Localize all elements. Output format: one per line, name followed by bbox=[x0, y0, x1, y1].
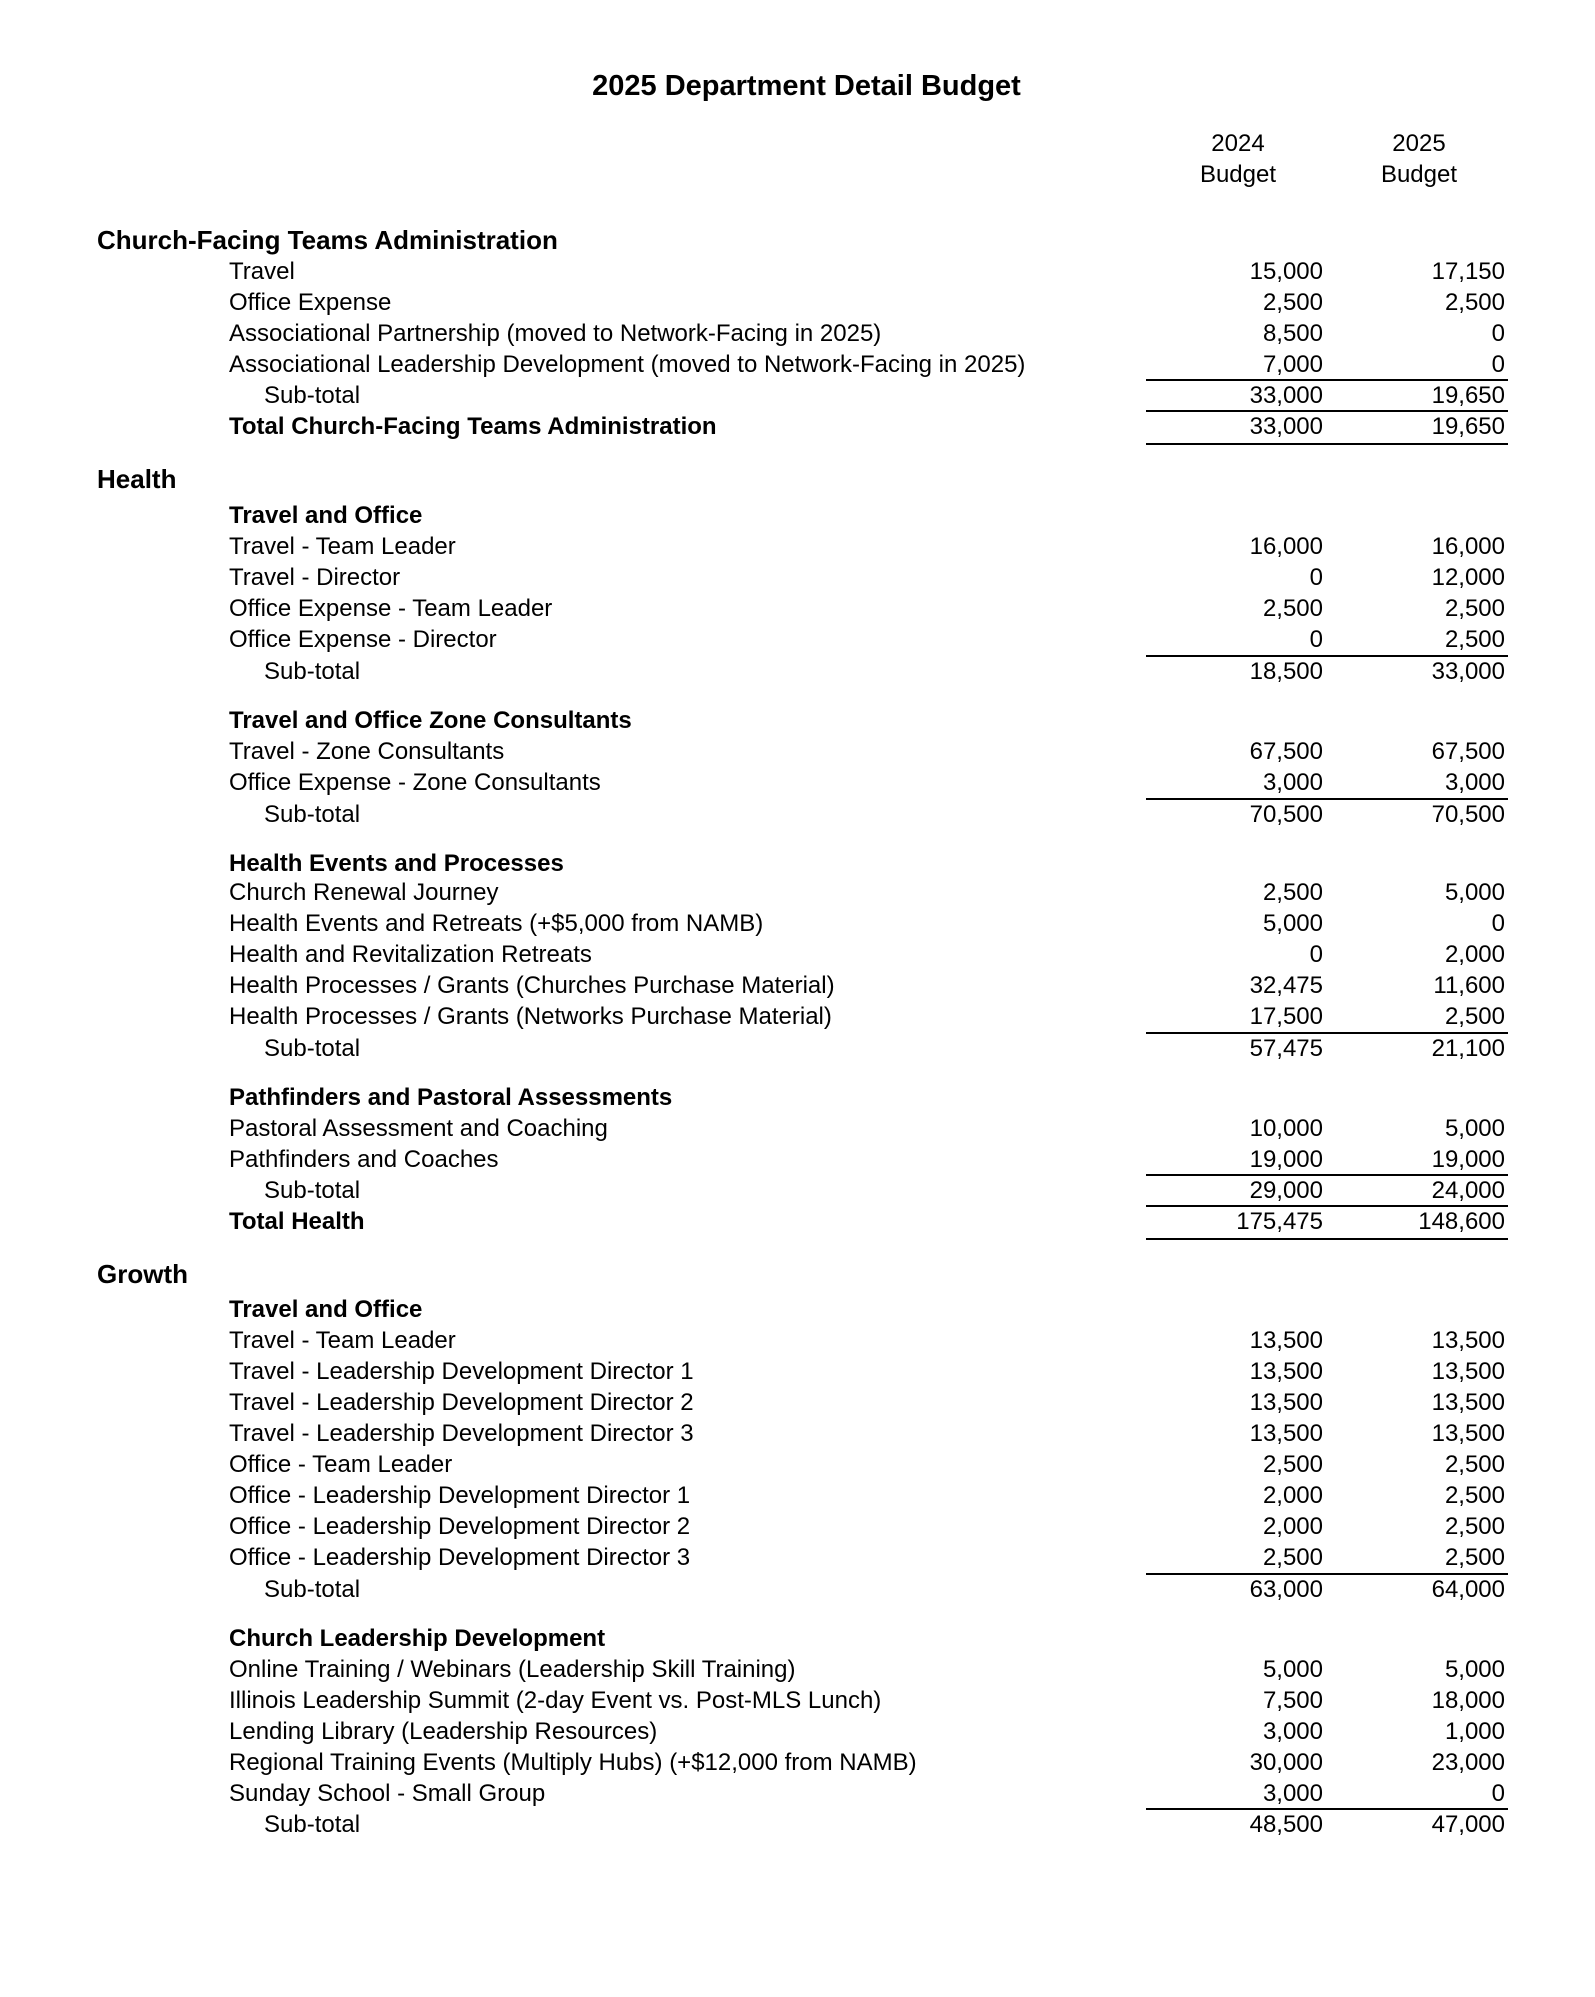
value-2024: 0 bbox=[1309, 941, 1323, 968]
row-label: Office Expense - Zone Consultants bbox=[229, 769, 601, 796]
value-2025: 2,500 bbox=[1444, 626, 1505, 653]
group-heading bbox=[0, 500, 1595, 531]
value-2024: 15,000 bbox=[1249, 258, 1323, 285]
total-row bbox=[0, 1206, 1595, 1237]
value-2025: 0 bbox=[1491, 1780, 1505, 1807]
budget-line-item bbox=[0, 1325, 1595, 1356]
underline-rule bbox=[1146, 443, 1332, 445]
budget-line-item bbox=[0, 531, 1595, 562]
value-2025: 23,000 bbox=[1431, 1749, 1505, 1776]
value-2024: 10,000 bbox=[1249, 1115, 1323, 1142]
value-2024: 2,500 bbox=[1262, 1451, 1323, 1478]
value-2024: 63,000 bbox=[1249, 1576, 1323, 1603]
value-2025: 5,000 bbox=[1444, 879, 1505, 906]
value-2024: 5,000 bbox=[1262, 910, 1323, 937]
budget-line-item bbox=[0, 970, 1595, 1001]
underline-rule bbox=[1146, 798, 1332, 800]
row-label: Health Processes / Grants (Churches Purchase Material) bbox=[229, 972, 835, 999]
row-label: Office - Team Leader bbox=[229, 1451, 453, 1478]
value-2024: 175,475 bbox=[1236, 1208, 1323, 1235]
subtotal-row bbox=[0, 799, 1595, 830]
underline-rule bbox=[1146, 1205, 1332, 1207]
row-label: Office Expense - Director bbox=[229, 626, 497, 653]
row-label: Growth bbox=[97, 1259, 188, 1289]
subtotal-row bbox=[0, 1809, 1595, 1840]
budget-line-item bbox=[0, 256, 1595, 287]
row-label: Regional Training Events (Multiply Hubs) (+$12,000 from NAMB) bbox=[229, 1749, 917, 1776]
column-header-year: 2024 bbox=[1211, 130, 1265, 157]
budget-line-item bbox=[0, 767, 1595, 798]
group-heading bbox=[0, 1623, 1595, 1654]
group-heading bbox=[0, 848, 1595, 879]
value-2025: 13,500 bbox=[1431, 1327, 1505, 1354]
row-label: Health bbox=[97, 464, 177, 494]
value-2025: 2,500 bbox=[1444, 1451, 1505, 1478]
value-2025: 16,000 bbox=[1431, 533, 1505, 560]
value-2025: 17,150 bbox=[1431, 258, 1505, 285]
underline-rule bbox=[1146, 1174, 1332, 1176]
row-label: Sub-total bbox=[264, 1576, 361, 1603]
value-2024: 18,500 bbox=[1249, 658, 1323, 685]
value-2024: 3,000 bbox=[1262, 1718, 1323, 1745]
value-2025: 19,000 bbox=[1431, 1146, 1505, 1173]
row-label: Travel - Zone Consultants bbox=[229, 738, 505, 765]
value-2025: 24,000 bbox=[1431, 1177, 1505, 1204]
value-2025: 2,500 bbox=[1444, 289, 1505, 316]
value-2024: 67,500 bbox=[1249, 738, 1323, 765]
value-2024: 5,000 bbox=[1262, 1656, 1323, 1683]
row-label: Associational Partnership (moved to Network-Facing in 2025) bbox=[229, 320, 882, 347]
row-label: Health Processes / Grants (Networks Purchase Material) bbox=[229, 1003, 832, 1030]
row-label: Church-Facing Teams Administration bbox=[97, 225, 558, 255]
value-2024: 3,000 bbox=[1262, 769, 1323, 796]
row-label: Travel - Leadership Development Director 3 bbox=[229, 1420, 694, 1447]
value-2024: 30,000 bbox=[1249, 1749, 1323, 1776]
value-2025: 5,000 bbox=[1444, 1115, 1505, 1142]
value-2025: 11,600 bbox=[1433, 972, 1505, 999]
column-header-label: Budget bbox=[1380, 161, 1458, 188]
row-label: Total Church-Facing Teams Administration bbox=[229, 413, 717, 440]
value-2024: 16,000 bbox=[1249, 533, 1323, 560]
underline-rule bbox=[1146, 410, 1332, 412]
row-label: Health and Revitalization Retreats bbox=[229, 941, 592, 968]
budget-line-item bbox=[0, 1778, 1595, 1809]
value-2024: 2,500 bbox=[1262, 879, 1323, 906]
row-label: Church Renewal Journey bbox=[229, 879, 499, 906]
budget-line-item bbox=[0, 1418, 1595, 1449]
value-2024: 13,500 bbox=[1249, 1358, 1323, 1385]
value-2025: 0 bbox=[1491, 351, 1505, 378]
value-2024: 13,500 bbox=[1249, 1420, 1323, 1447]
row-label: Travel - Leadership Development Director 1 bbox=[229, 1358, 694, 1385]
group-heading bbox=[0, 705, 1595, 736]
value-2024: 57,475 bbox=[1249, 1035, 1323, 1062]
budget-line-item bbox=[0, 939, 1595, 970]
value-2024: 19,000 bbox=[1249, 1146, 1323, 1173]
value-2025: 47,000 bbox=[1431, 1811, 1505, 1838]
value-2024: 33,000 bbox=[1249, 382, 1323, 409]
row-label: Total Health bbox=[229, 1208, 365, 1235]
underline-rule bbox=[1328, 1808, 1508, 1810]
row-label: Sub-total bbox=[264, 658, 361, 685]
value-2025: 148,600 bbox=[1418, 1208, 1505, 1235]
underline-rule bbox=[1328, 1205, 1508, 1207]
budget-line-item bbox=[0, 1387, 1595, 1418]
row-label: Office - Leadership Development Director 1 bbox=[229, 1482, 691, 1509]
row-label: Travel - Director bbox=[229, 564, 401, 591]
value-2025: 1,000 bbox=[1444, 1718, 1505, 1745]
value-2025: 2,500 bbox=[1444, 1482, 1505, 1509]
column-header-year: 2025 bbox=[1392, 130, 1446, 157]
value-2025: 2,500 bbox=[1444, 1544, 1505, 1571]
budget-line-item bbox=[0, 1542, 1595, 1573]
underline-rule bbox=[1328, 410, 1508, 412]
value-2024: 29,000 bbox=[1249, 1177, 1323, 1204]
value-2025: 12,000 bbox=[1431, 564, 1505, 591]
underline-rule bbox=[1146, 379, 1332, 381]
row-label: Church Leadership Development bbox=[229, 1625, 606, 1652]
underline-rule bbox=[1146, 1032, 1332, 1034]
row-label: Sub-total bbox=[264, 382, 361, 409]
row-label: Travel and Office Zone Consultants bbox=[229, 707, 632, 734]
budget-line-item bbox=[0, 1747, 1595, 1778]
subtotal-row bbox=[0, 1574, 1595, 1605]
budget-line-item bbox=[0, 1654, 1595, 1685]
value-2024: 2,000 bbox=[1262, 1513, 1323, 1540]
value-2025: 13,500 bbox=[1431, 1358, 1505, 1385]
subtotal-row bbox=[0, 380, 1595, 411]
row-label: Pastoral Assessment and Coaching bbox=[229, 1115, 608, 1142]
value-2024: 0 bbox=[1309, 564, 1323, 591]
budget-line-item bbox=[0, 1449, 1595, 1480]
budget-line-item bbox=[0, 1716, 1595, 1747]
budget-line-item bbox=[0, 736, 1595, 767]
budget-line-item bbox=[0, 908, 1595, 939]
value-2024: 7,000 bbox=[1262, 351, 1323, 378]
budget-line-item bbox=[0, 349, 1595, 380]
value-2025: 2,500 bbox=[1444, 1003, 1505, 1030]
row-label: Pathfinders and Coaches bbox=[229, 1146, 499, 1173]
budget-line-item bbox=[0, 1144, 1595, 1175]
row-label: Office Expense - Team Leader bbox=[229, 595, 553, 622]
group-heading bbox=[0, 1082, 1595, 1113]
row-label: Office - Leadership Development Director 3 bbox=[229, 1544, 691, 1571]
budget-line-item bbox=[0, 1511, 1595, 1542]
row-label: Health Events and Retreats (+$5,000 from NAMB) bbox=[229, 910, 764, 937]
value-2024: 0 bbox=[1309, 626, 1323, 653]
column-header-label: Budget bbox=[1199, 161, 1277, 188]
underline-rule bbox=[1328, 1238, 1508, 1240]
value-2024: 2,500 bbox=[1262, 1544, 1323, 1571]
row-label: Online Training / Webinars (Leadership Skill Training) bbox=[229, 1656, 796, 1683]
value-2025: 2,000 bbox=[1444, 941, 1505, 968]
value-2025: 18,000 bbox=[1431, 1687, 1505, 1714]
value-2024: 2,000 bbox=[1262, 1482, 1323, 1509]
value-2024: 3,000 bbox=[1262, 1780, 1323, 1807]
underline-rule bbox=[1146, 1238, 1332, 1240]
budget-line-item bbox=[0, 877, 1595, 908]
row-label: Office Expense bbox=[229, 289, 392, 316]
row-label: Lending Library (Leadership Resources) bbox=[229, 1718, 658, 1745]
value-2024: 13,500 bbox=[1249, 1389, 1323, 1416]
value-2025: 0 bbox=[1491, 910, 1505, 937]
row-label: Associational Leadership Development (moved to Network-Facing in 2025) bbox=[229, 351, 1026, 378]
value-2025: 3,000 bbox=[1444, 769, 1505, 796]
row-label: Travel - Team Leader bbox=[229, 533, 456, 560]
value-2024: 17,500 bbox=[1249, 1003, 1323, 1030]
row-label: Sunday School - Small Group bbox=[229, 1780, 546, 1807]
subtotal-row bbox=[0, 656, 1595, 687]
value-2025: 2,500 bbox=[1444, 1513, 1505, 1540]
underline-rule bbox=[1328, 1032, 1508, 1034]
value-2024: 48,500 bbox=[1249, 1811, 1323, 1838]
row-label: Travel - Team Leader bbox=[229, 1327, 456, 1354]
underline-rule bbox=[1328, 1573, 1508, 1575]
row-label: Sub-total bbox=[264, 1035, 361, 1062]
row-label: Sub-total bbox=[264, 1177, 361, 1204]
row-label: Travel - Leadership Development Director 2 bbox=[229, 1389, 694, 1416]
row-label: Sub-total bbox=[264, 1811, 361, 1838]
value-2025: 70,500 bbox=[1431, 801, 1505, 828]
group-heading bbox=[0, 1294, 1595, 1325]
row-label: Pathfinders and Pastoral Assessments bbox=[229, 1084, 673, 1111]
budget-line-item bbox=[0, 1356, 1595, 1387]
value-2024: 70,500 bbox=[1249, 801, 1323, 828]
underline-rule bbox=[1328, 443, 1508, 445]
value-2025: 67,500 bbox=[1431, 738, 1505, 765]
value-2025: 5,000 bbox=[1444, 1656, 1505, 1683]
value-2025: 19,650 bbox=[1431, 413, 1505, 440]
value-2025: 2,500 bbox=[1444, 595, 1505, 622]
value-2024: 32,475 bbox=[1249, 972, 1323, 999]
total-row bbox=[0, 411, 1595, 442]
value-2025: 0 bbox=[1491, 320, 1505, 347]
underline-rule bbox=[1328, 379, 1508, 381]
budget-line-item bbox=[0, 1113, 1595, 1144]
budget-line-item bbox=[0, 318, 1595, 349]
budget-line-item bbox=[0, 287, 1595, 318]
row-label: Office - Leadership Development Director 2 bbox=[229, 1513, 691, 1540]
underline-rule bbox=[1328, 655, 1508, 657]
value-2024: 2,500 bbox=[1262, 595, 1323, 622]
value-2025: 33,000 bbox=[1431, 658, 1505, 685]
value-2025: 13,500 bbox=[1431, 1420, 1505, 1447]
page-title: 2025 Department Detail Budget bbox=[592, 70, 1021, 102]
value-2024: 7,500 bbox=[1262, 1687, 1323, 1714]
value-2024: 8,500 bbox=[1262, 320, 1323, 347]
row-label: Travel and Office bbox=[229, 502, 423, 529]
value-2024: 33,000 bbox=[1249, 413, 1323, 440]
row-label: Travel bbox=[229, 258, 295, 285]
budget-line-item bbox=[0, 1001, 1595, 1032]
row-label: Illinois Leadership Summit (2-day Event vs. Post-MLS Lunch) bbox=[229, 1687, 882, 1714]
value-2025: 64,000 bbox=[1431, 1576, 1505, 1603]
subtotal-row bbox=[0, 1175, 1595, 1206]
budget-line-item bbox=[0, 562, 1595, 593]
budget-line-item bbox=[0, 1480, 1595, 1511]
underline-rule bbox=[1328, 1174, 1508, 1176]
underline-rule bbox=[1146, 655, 1332, 657]
budget-line-item bbox=[0, 624, 1595, 655]
section-heading bbox=[0, 225, 1595, 256]
value-2025: 13,500 bbox=[1431, 1389, 1505, 1416]
row-label: Sub-total bbox=[264, 801, 361, 828]
row-label: Travel and Office bbox=[229, 1296, 423, 1323]
budget-line-item bbox=[0, 1685, 1595, 1716]
value-2025: 21,100 bbox=[1431, 1035, 1505, 1062]
subtotal-row bbox=[0, 1033, 1595, 1064]
value-2024: 13,500 bbox=[1249, 1327, 1323, 1354]
budget-line-item bbox=[0, 593, 1595, 624]
underline-rule bbox=[1328, 798, 1508, 800]
value-2024: 2,500 bbox=[1262, 289, 1323, 316]
value-2025: 19,650 bbox=[1431, 382, 1505, 409]
section-heading bbox=[0, 464, 1595, 495]
underline-rule bbox=[1146, 1808, 1332, 1810]
section-heading bbox=[0, 1259, 1595, 1290]
row-label: Health Events and Processes bbox=[229, 850, 564, 877]
underline-rule bbox=[1146, 1573, 1332, 1575]
